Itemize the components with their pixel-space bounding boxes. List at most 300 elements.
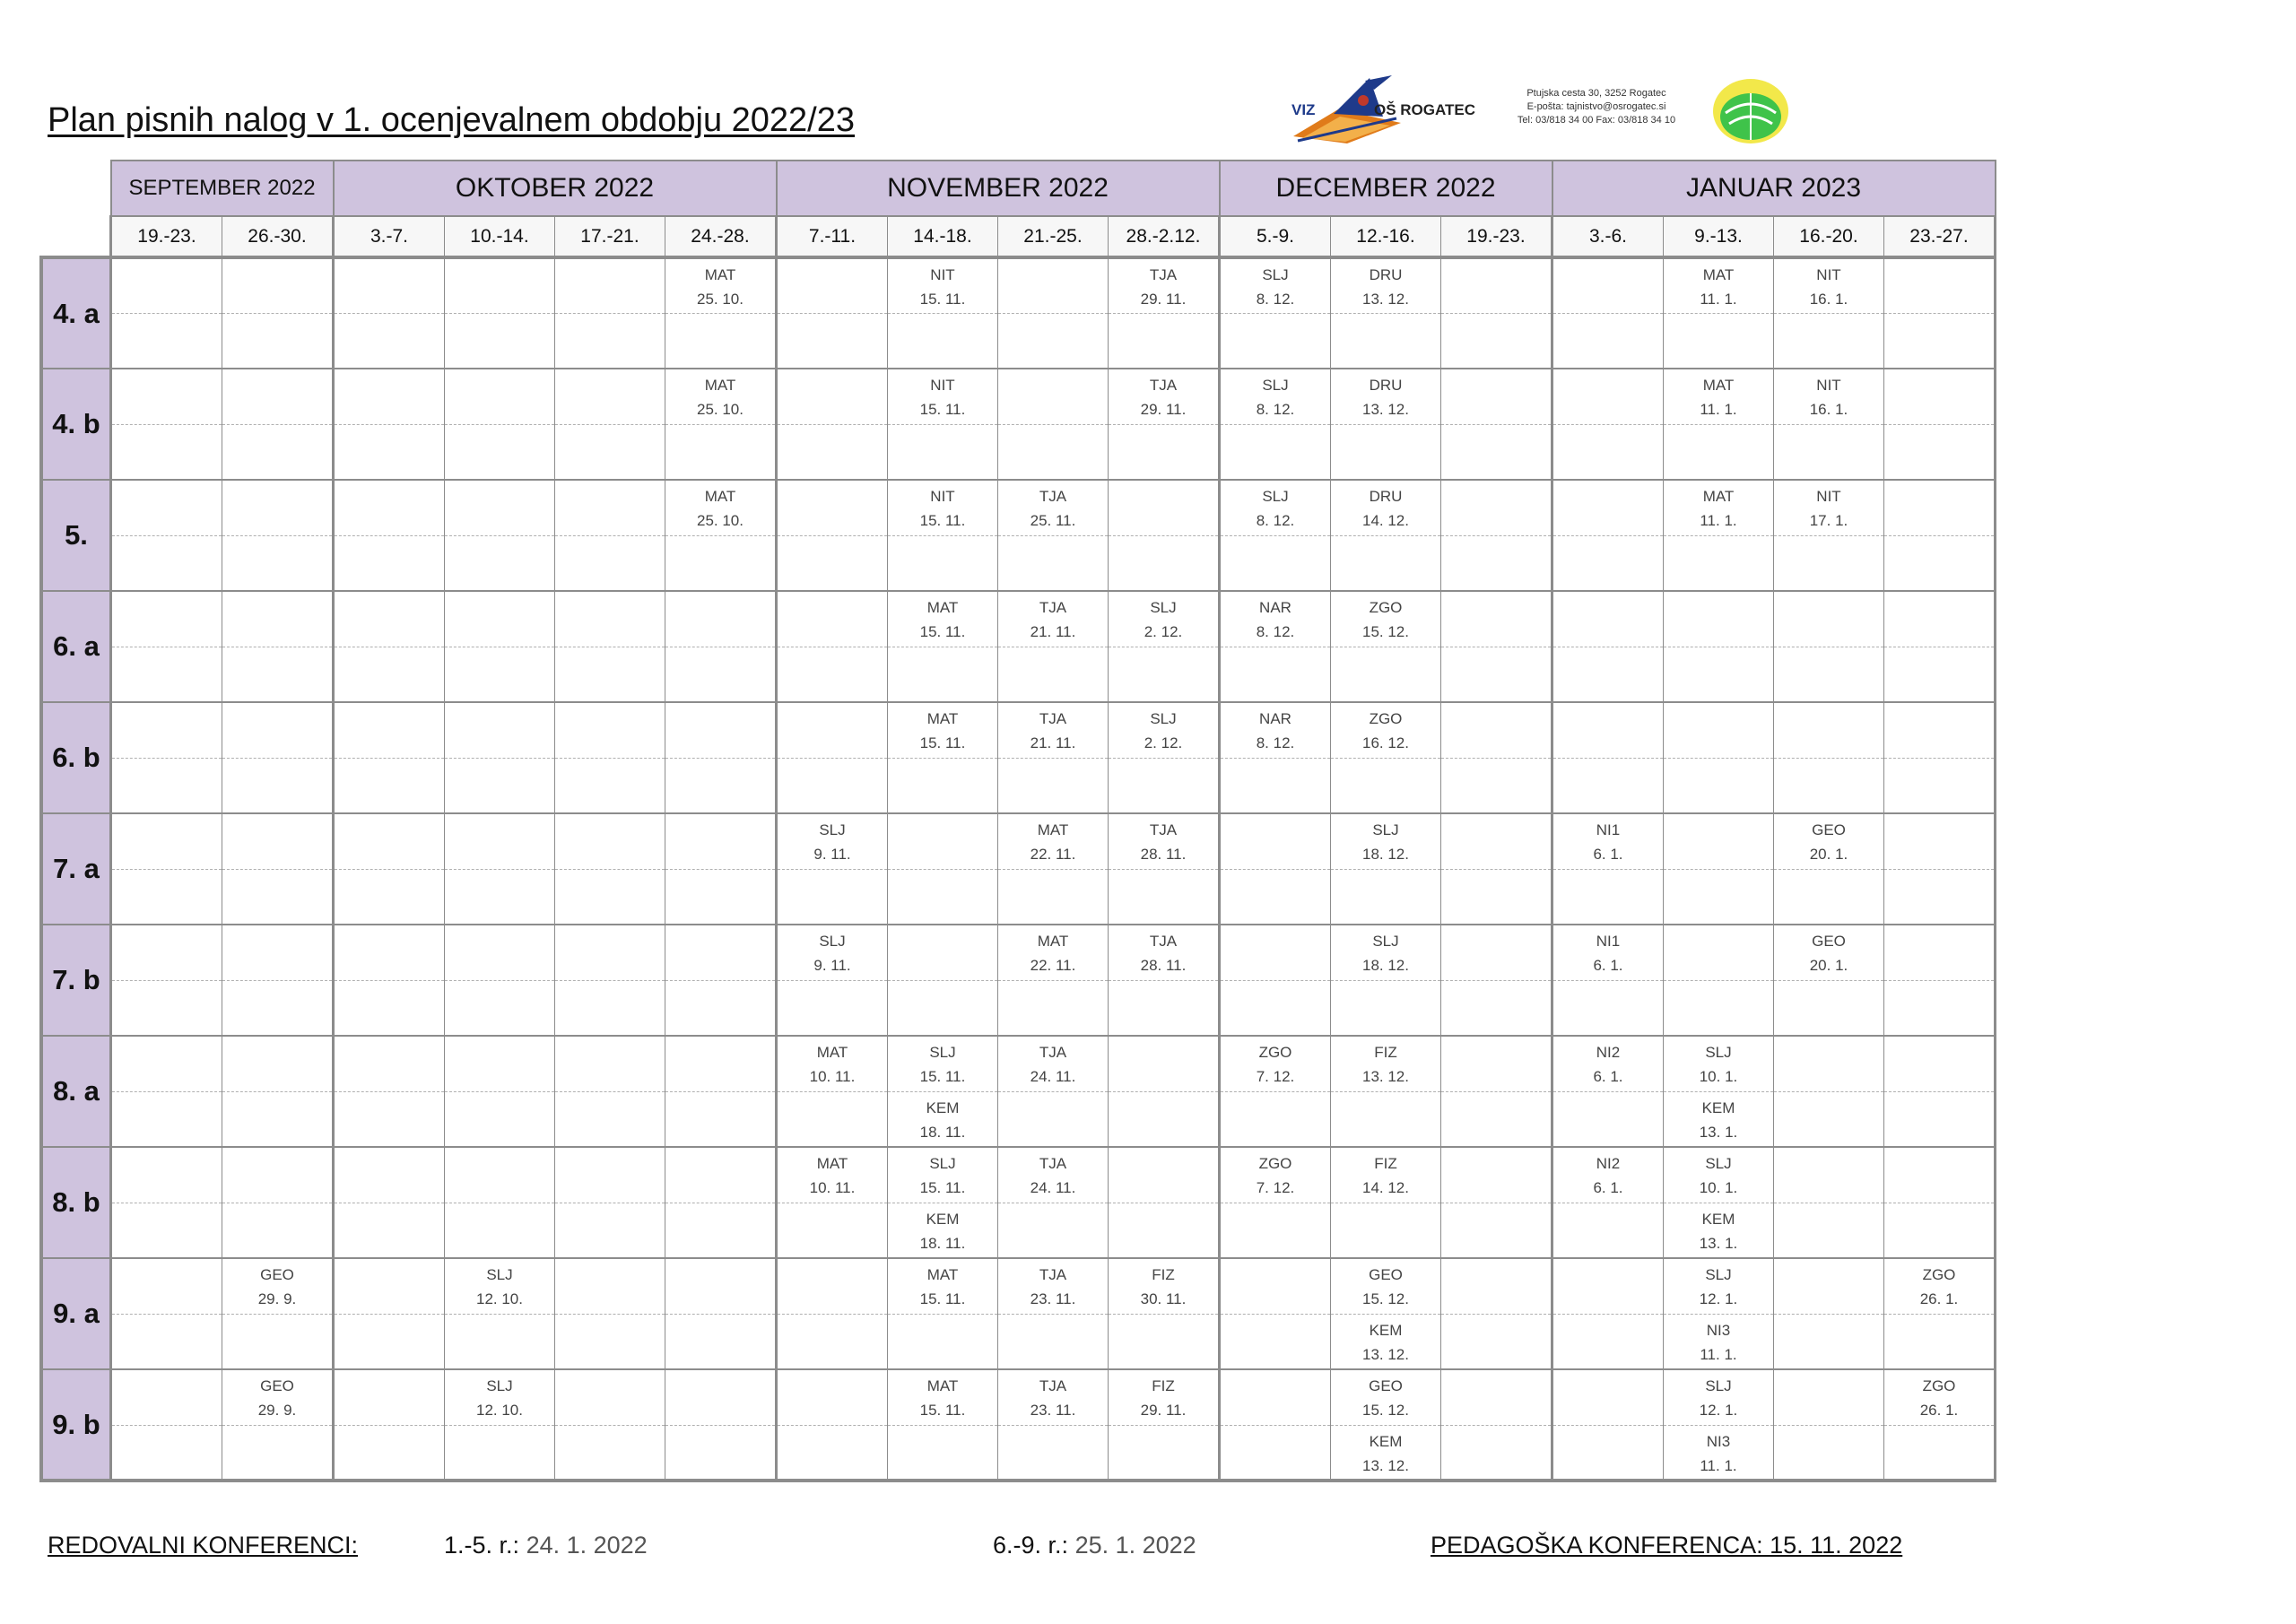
schedule-cell [1109,647,1220,702]
exam-date: 21. 11. [1030,623,1076,640]
schedule-cell [1774,925,1884,980]
schedule-cell [555,1091,665,1147]
schedule-cell [1109,535,1220,591]
schedule-cell [555,647,665,702]
schedule-cell [111,424,222,480]
exam-date: 13. 12. [1362,401,1409,418]
schedule-cell [777,647,888,702]
schedule-cell [445,1091,555,1147]
schedule-cell [111,869,222,925]
subject-code: KEM [926,1210,960,1228]
schedule-cell [111,925,222,980]
schedule-cell [998,1258,1109,1314]
schedule-cell [1441,1314,1552,1369]
schedule-cell [555,980,665,1036]
schedule-cell [445,1203,555,1258]
schedule-cell [1552,1258,1664,1314]
schedule-cell [1774,1036,1884,1091]
schedule-cell [445,702,555,758]
schedule-cell [334,369,445,424]
schedule-table [39,160,1996,1482]
schedule-cell [1220,925,1331,980]
subject-code: SLJ [1262,377,1289,394]
schedule-cell [222,1425,334,1481]
subject-code: SLJ [1150,599,1177,616]
subject-code: SLJ [1372,933,1399,950]
subject-code: ZGO [1922,1377,1956,1394]
schedule-cell [1884,257,1996,313]
exam-date: 29. 11. [1140,291,1187,308]
class-label: 7. b [41,925,111,1036]
exam-date: 20. 1. [1809,957,1848,974]
schedule-cell [665,313,777,369]
class-label: 5. [41,480,111,591]
schedule-cell [777,257,888,313]
subject-code: TJA [1149,933,1178,950]
schedule-cell [1884,869,1996,925]
footer [48,1532,2296,1568]
schedule-cell [222,535,334,591]
schedule-cell [1331,1258,1441,1314]
class-row-top [41,1147,1996,1203]
schedule-cell [222,313,334,369]
subject-code: DRU [1369,488,1403,505]
schedule-cell [334,813,445,869]
schedule-cell [1331,1147,1441,1203]
schedule-cell [1664,480,1774,535]
schedule-cell [1331,925,1441,980]
schedule-cell [665,1314,777,1369]
schedule-cell [111,758,222,813]
subject-code: KEM [926,1099,960,1116]
schedule-cell [555,1314,665,1369]
schedule-cell [1441,758,1552,813]
subject-code: MAT [704,377,736,394]
exam-date: 15. 11. [919,291,966,308]
exam-date: 14. 12. [1362,512,1409,529]
subject-code: GEO [1812,933,1846,950]
schedule-cell [1774,1258,1884,1314]
schedule-cell [888,758,998,813]
schedule-cell [1331,1036,1441,1091]
schedule-cell [1331,480,1441,535]
schedule-cell [1220,480,1331,535]
exam-date: 10. 11. [809,1179,856,1196]
schedule-cell [1884,925,1996,980]
schedule-cell [445,813,555,869]
schedule-cell [1664,1369,1774,1425]
class-row-top [41,925,1996,980]
schedule-cell [1664,813,1774,869]
schedule-cell [111,647,222,702]
schedule-cell [888,1314,998,1369]
schedule-cell [1331,1091,1441,1147]
schedule-cell [777,758,888,813]
exam-date: 13. 1. [1699,1234,1738,1252]
schedule-cell [555,869,665,925]
subject-code: MAT [926,1266,959,1283]
schedule-cell [1109,1036,1220,1091]
exam-date: 25. 11. [1030,512,1076,529]
week-header: 26.-30. [222,216,334,257]
exam-date: 16. 12. [1362,734,1409,751]
exam-date: 16. 1. [1809,401,1848,418]
schedule-cell [111,980,222,1036]
exam-date: 7. 12. [1256,1068,1295,1085]
schedule-cell [998,1369,1109,1425]
class-row-bottom [41,1314,1996,1369]
schedule-cell [334,758,445,813]
schedule-cell [1220,1314,1331,1369]
month-header: OKTOBER 2022 [334,161,777,216]
subject-code: MAT [1702,488,1735,505]
subject-code: NIT [1816,377,1841,394]
exam-date: 24. 11. [1030,1068,1076,1085]
schedule-cell [1109,813,1220,869]
schedule-cell [1331,869,1441,925]
schedule-cell [222,1258,334,1314]
exam-date: 11. 1. [1700,1456,1737,1474]
schedule-cell [1774,369,1884,424]
schedule-cell [1441,535,1552,591]
schedule-cell [1220,424,1331,480]
schedule-cell [334,257,445,313]
schedule-cell [1441,480,1552,535]
schedule-cell [1331,1425,1441,1481]
exam-date: 11. 1. [1700,512,1737,529]
subject-code: MAT [926,710,959,727]
schedule-cell [1664,535,1774,591]
exam-date: 25. 10. [697,512,744,529]
schedule-cell [1220,647,1331,702]
class-row-bottom [41,1091,1996,1147]
schedule-cell [222,257,334,313]
exam-date: 15. 12. [1362,1290,1409,1307]
subject-code: NI2 [1596,1044,1621,1061]
schedule-cell [555,424,665,480]
class-row-bottom [41,869,1996,925]
schedule-cell [555,1369,665,1425]
schedule-cell [1774,1091,1884,1147]
schedule-cell [111,1147,222,1203]
schedule-cell [555,925,665,980]
schedule-cell [334,424,445,480]
month-header: SEPTEMBER 2022 [111,161,334,216]
schedule-cell [1331,313,1441,369]
exam-date: 15. 11. [919,1068,966,1085]
exam-date: 30. 11. [1140,1290,1187,1307]
schedule-cell [998,925,1109,980]
schedule-cell [1441,702,1552,758]
schedule-cell [998,535,1109,591]
schedule-cell [111,480,222,535]
schedule-cell [1441,424,1552,480]
conference-grades-6-9 [993,1532,1196,1559]
schedule-cell [777,1314,888,1369]
schedule-cell [1331,702,1441,758]
contact-phone: Tel: 03/818 34 00 Fax: 03/818 34 10 [1517,115,1676,126]
schedule-cell [1331,535,1441,591]
exam-date: 26. 1. [1919,1290,1959,1307]
schedule-cell [334,535,445,591]
subject-code: MAT [816,1044,848,1061]
subject-code: MAT [1037,933,1069,950]
exam-date: 29. 9. [257,1290,297,1307]
schedule-cell [1331,1369,1441,1425]
schedule-cell [555,1425,665,1481]
schedule-cell [1441,1258,1552,1314]
schedule-cell [777,1203,888,1258]
schedule-cell [1774,1203,1884,1258]
subject-code: NIT [1816,488,1841,505]
schedule-cell [1109,369,1220,424]
schedule-cell [1884,702,1996,758]
schedule-cell [1664,702,1774,758]
schedule-cell [665,702,777,758]
schedule-cell [888,1425,998,1481]
schedule-cell [1774,1369,1884,1425]
exam-date: 15. 11. [919,1402,966,1419]
schedule-cell [888,1203,998,1258]
logo-prefix: VIZ [1292,101,1316,118]
schedule-cell [111,591,222,647]
exam-date: 24. 11. [1030,1179,1076,1196]
schedule-cell [111,535,222,591]
subject-code: NI1 [1596,933,1621,950]
schedule-cell [555,535,665,591]
schedule-cell [1664,1036,1774,1091]
schedule-cell [1774,758,1884,813]
schedule-cell [777,925,888,980]
schedule-cell [998,647,1109,702]
schedule-cell [1884,591,1996,647]
schedule-cell [1109,1147,1220,1203]
schedule-cell [1109,980,1220,1036]
schedule-cell [1220,535,1331,591]
schedule-cell [998,313,1109,369]
exam-date: 15. 12. [1362,1402,1409,1419]
exam-date: 13. 12. [1362,1456,1409,1474]
subject-code: MAT [1702,266,1735,283]
schedule-cell [445,424,555,480]
schedule-cell [665,1425,777,1481]
schedule-cell [334,1203,445,1258]
schedule-cell [111,702,222,758]
schedule-cell [111,1036,222,1091]
exam-date: 18. 12. [1362,957,1409,974]
schedule-cell [1109,925,1220,980]
exam-date: 7. 12. [1256,1179,1295,1196]
schedule-cell [888,424,998,480]
class-row-bottom [41,535,1996,591]
schedule-cell [1331,424,1441,480]
schedule-cell [445,1036,555,1091]
schedule-cell [1441,647,1552,702]
schedule-cell [555,257,665,313]
exam-date: 11. 1. [1700,1345,1737,1363]
schedule-cell [111,1425,222,1481]
grades-6-9-date: 25. 1. 2022 [1074,1532,1196,1559]
schedule-cell [334,1425,445,1481]
schedule-cell [555,1203,665,1258]
class-row-top [41,257,1996,313]
class-row-bottom [41,1425,1996,1481]
subject-code: GEO [260,1377,294,1394]
month-header: NOVEMBER 2022 [777,161,1220,216]
schedule-cell [777,480,888,535]
schedule-cell [445,1314,555,1369]
grades-6-9-label: 6.-9. r.: [993,1532,1069,1559]
week-header: 5.-9. [1220,216,1331,257]
schedule-cell [888,869,998,925]
schedule-cell [1884,1091,1996,1147]
class-row-top [41,591,1996,647]
schedule-cell [665,1147,777,1203]
grades-1-5-date: 24. 1. 2022 [526,1532,648,1559]
schedule-cell [445,925,555,980]
exam-date: 10. 1. [1699,1179,1738,1196]
schedule-cell [445,758,555,813]
schedule-cell [1884,1258,1996,1314]
exam-date: 15. 11. [919,512,966,529]
schedule-cell [888,1147,998,1203]
schedule-cell [1774,813,1884,869]
subject-code: ZGO [1258,1155,1292,1172]
schedule-cell [111,1314,222,1369]
schedule-cell [998,591,1109,647]
schedule-cell [998,1147,1109,1203]
subject-code: TJA [1039,1266,1067,1283]
subject-code: GEO [1369,1266,1403,1283]
schedule-cell [1884,535,1996,591]
exam-date: 15. 12. [1362,623,1409,640]
subject-code: GEO [260,1266,294,1283]
exam-date: 13. 1. [1699,1123,1738,1141]
exam-date: 12. 10. [476,1402,523,1419]
week-header: 19.-23. [111,216,222,257]
schedule-cell [777,702,888,758]
exam-date: 18. 11. [919,1234,966,1252]
schedule-cell [1774,1425,1884,1481]
schedule-cell [1664,257,1774,313]
schedule-cell [1884,1036,1996,1091]
schedule-cell [665,869,777,925]
schedule-cell [222,1147,334,1203]
exam-date: 12. 1. [1699,1290,1738,1307]
schedule-cell [998,1091,1109,1147]
subject-code: SLJ [1262,488,1289,505]
schedule-cell [445,869,555,925]
schedule-cell [1441,1147,1552,1203]
week-header: 23.-27. [1884,216,1996,257]
schedule-cell [222,758,334,813]
schedule-cell [222,424,334,480]
subject-code: SLJ [929,1044,956,1061]
schedule-cell [1109,702,1220,758]
schedule-cell [222,647,334,702]
exam-date: 6. 1. [1593,846,1623,863]
exam-date: 29. 11. [1140,1402,1187,1419]
schedule-cell [334,480,445,535]
schedule-cell [1220,369,1331,424]
subject-code: GEO [1812,821,1846,838]
exam-date: 22. 11. [1030,957,1076,974]
schedule-cell [1884,369,1996,424]
school-name: OŠ ROGATEC [1374,101,1476,118]
class-label: 9. b [41,1369,111,1481]
schedule-cell [1109,257,1220,313]
schedule-cell [111,813,222,869]
class-label: 9. a [41,1258,111,1369]
schedule-cell [1552,480,1664,535]
schedule-cell [1664,925,1774,980]
schedule-cell [1552,591,1664,647]
schedule-cell [445,535,555,591]
schedule-cell [1664,1258,1774,1314]
schedule-cell [1884,813,1996,869]
schedule-cell [1774,980,1884,1036]
schedule-cell [334,591,445,647]
schedule-cell [334,980,445,1036]
schedule-cell [1441,369,1552,424]
schedule-cell [888,535,998,591]
conference-grades-1-5 [444,1532,648,1559]
schedule-cell [111,1258,222,1314]
subject-code: NAR [1259,599,1292,616]
exam-date: 15. 11. [919,401,966,418]
subject-code: NIT [930,266,955,283]
schedule-cell [1441,980,1552,1036]
schedule-cell [1884,1147,1996,1203]
schedule-cell [334,1258,445,1314]
schedule-cell [777,424,888,480]
subject-code: DRU [1369,266,1403,283]
schedule-cell [222,869,334,925]
schedule-cell [777,813,888,869]
week-header: 12.-16. [1331,216,1441,257]
schedule-cell [1220,591,1331,647]
subject-code: TJA [1039,1155,1067,1172]
schedule-cell [1774,647,1884,702]
schedule-cell [445,647,555,702]
schedule-cell [1664,980,1774,1036]
schedule-cell [1774,1314,1884,1369]
exam-date: 8. 12. [1256,512,1295,529]
exam-date: 21. 11. [1030,734,1076,751]
schedule-cell [111,369,222,424]
schedule-cell [222,591,334,647]
schedule-cell [888,313,998,369]
schedule-cell [1109,1091,1220,1147]
schedule-cell [1552,647,1664,702]
class-label: 7. a [41,813,111,925]
schedule-cell [1552,313,1664,369]
schedule-cell [555,813,665,869]
schedule-cell [1109,1369,1220,1425]
schedule-cell [222,813,334,869]
exam-date: 15. 11. [919,1179,966,1196]
schedule-cell [445,980,555,1036]
class-label: 4. a [41,257,111,369]
week-header: 7.-11. [777,216,888,257]
subject-code: KEM [1369,1432,1403,1450]
subject-code: TJA [1149,266,1178,283]
exam-date: 20. 1. [1809,846,1848,863]
schedule-cell [1441,591,1552,647]
exam-date: 25. 10. [697,291,744,308]
subject-code: NI1 [1596,821,1621,838]
subject-code: KEM [1701,1210,1735,1228]
